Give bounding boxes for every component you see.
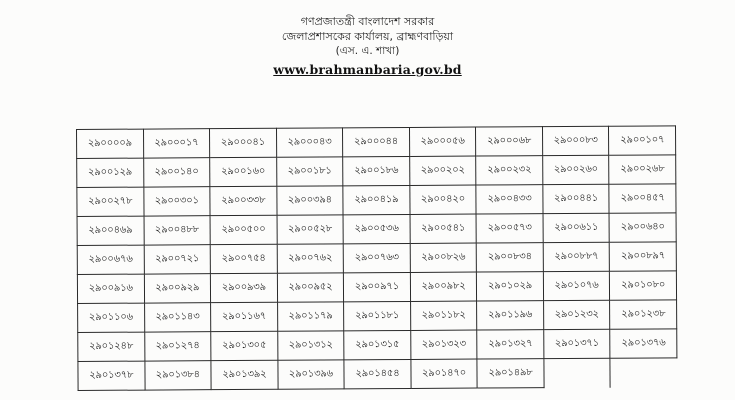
table-row	[77, 155, 676, 188]
id-cell: ২৯০১৩৯৬	[278, 360, 345, 389]
id-cell: ২৯০০৪৮৮	[144, 216, 211, 245]
id-cell: ২৯০১০২৯	[477, 272, 544, 301]
id-cell: ২৯০১৩২৩	[410, 330, 477, 359]
id-cell: ২৯০০৩৩৮	[210, 186, 277, 215]
id-cell: ২৯০১৩২৭	[477, 330, 544, 359]
id-cell: ২৯০০১২৯	[77, 158, 144, 187]
id-cell: ২৯০১১৪৩	[144, 303, 211, 332]
table-row	[77, 242, 676, 275]
id-table-container	[76, 125, 678, 391]
id-cell: ২৯০১১৬৭	[211, 302, 278, 331]
id-cell: ২৯০০০৪৪	[343, 127, 410, 156]
id-cell: ২৯০১১৮২	[410, 301, 477, 330]
id-cell: ২৯০০৪২০	[410, 185, 477, 214]
id-cell: ২৯০০০০৯	[77, 129, 144, 158]
table-row	[77, 184, 676, 217]
id-cell: ২৯০০০১৭	[143, 129, 210, 158]
id-cell: ২৯০০৮৩৪	[476, 243, 543, 272]
letterhead	[0, 14, 735, 78]
id-cell: ২৯০০৯৩৯	[210, 273, 277, 302]
id-cell: ২৯০০৯২৯	[144, 274, 211, 303]
id-cell: ২৯০০০৪১	[210, 128, 277, 157]
id-cell: ২৯০০০৬৮	[476, 127, 543, 156]
id-cell: ২৯০০২০২	[409, 156, 476, 185]
id-cell: ২৯০১২৭৪	[144, 332, 211, 361]
id-cell: ২৯০০৮৮৭	[543, 242, 610, 271]
id-cell: ২৯০১৪৭০	[411, 359, 478, 388]
section-title: (এস. এ. শাখা)	[335, 45, 400, 57]
id-cell: ২৯০০৬১১	[543, 213, 610, 242]
id-cell: ২৯০০৭২১	[144, 245, 211, 274]
id-cell: ২৯০০১৬০	[210, 157, 277, 186]
id-cell: ২৯০০৯১৬	[77, 274, 144, 303]
id-cell: ২৯০১৩৭৬	[610, 329, 677, 358]
id-cell: ২৯০১৩৭১	[544, 329, 611, 358]
id-cell: ২৯০১৩৯২	[211, 360, 278, 389]
empty-cell	[610, 358, 677, 387]
id-cell: ২৯০০৪৫৭	[609, 184, 676, 213]
id-cell: ২৯০০৪১৯	[343, 185, 410, 214]
table-row	[77, 126, 676, 159]
id-cell: ২৯০০৩৯৪	[276, 186, 343, 215]
table-row	[78, 358, 677, 391]
id-cell: ২৯০০১৪০	[143, 158, 210, 187]
id-cell: ২৯০১২৪৮	[78, 332, 145, 361]
id-cell: ২৯০০৪৪১	[543, 184, 610, 213]
id-cell: ২৯০০৭৬৩	[343, 243, 410, 272]
id-cell: ২৯০১১৭৯	[277, 302, 344, 331]
id-cell: ২৯০১০৭৬	[543, 271, 610, 300]
id-cell: ২৯০০৫০০	[210, 215, 277, 244]
office-title: জেলাপ্রশাসকের কার্যালয়, ব্রাহ্মণবাড়িয়া	[281, 30, 454, 43]
id-cell: ২৯০০১০৭	[609, 126, 676, 155]
empty-cell	[544, 358, 611, 387]
id-cell: ২৯০০৪৩৩	[476, 185, 543, 214]
id-cell: ২৯০০৫২৮	[277, 215, 344, 244]
id-cell: ২৯০১২৩৮	[610, 300, 677, 329]
id-cell: ২৯০০০৮৩	[542, 126, 609, 155]
id-cell: ২৯০০৭৬২	[277, 244, 344, 273]
id-cell: ২৯০০৭৫৪	[210, 244, 277, 273]
id-cell: ২৯০১১৯৬	[477, 301, 544, 330]
id-cell: ২৯০০০৪৩	[276, 128, 343, 157]
website-link[interactable]: www.brahmanbaria.gov.bd	[273, 62, 462, 77]
id-cell: ২৯০০৮২৬	[410, 243, 477, 272]
id-cell: ২৯০০১৮৬	[343, 156, 410, 185]
id-cell: ২৯০১১৮১	[344, 301, 411, 330]
id-cell: ২৯০০২৬৮	[609, 155, 676, 184]
id-cell: ২৯০১৩৮৪	[144, 361, 211, 390]
id-cell: ২৯০১৩০৫	[211, 331, 278, 360]
id-cell: ২৯০০৯৮২	[410, 272, 477, 301]
table-row	[77, 213, 676, 246]
id-cell: ২৯০১২৩২	[543, 300, 610, 329]
id-cell: ২৯০০৫৩৬	[343, 214, 410, 243]
id-cell: ২৯০০৮৯৭	[610, 242, 677, 271]
id-cell: ২৯০০২৩২	[476, 156, 543, 185]
id-cell: ২৯০০২৭৮	[77, 187, 144, 216]
table-row	[78, 329, 677, 362]
id-cell: ২৯০১৩১২	[277, 331, 344, 360]
id-cell: ২৯০১৩১৫	[344, 330, 411, 359]
id-cell: ২৯০০৯৭১	[344, 272, 411, 301]
id-cell: ২৯০০৫৭৩	[476, 214, 543, 243]
id-cell: ২৯০০২৬০	[542, 155, 609, 184]
id-cell: ২৯০০৩০১	[143, 187, 210, 216]
id-cell: ২৯০১০৮০	[610, 271, 677, 300]
id-cell: ২৯০১৪৯৮	[477, 359, 544, 388]
government-title: গণপ্রজাতন্ত্রী বাংলাদেশ সরকার	[300, 15, 435, 28]
id-cell: ২৯০০৬৭৬	[77, 245, 144, 274]
id-number-table	[76, 125, 678, 391]
id-cell: ২৯০০৯৫২	[277, 273, 344, 302]
id-cell: ২৯০০৫৪১	[410, 214, 477, 243]
id-cell: ২৯০০১৮১	[276, 157, 343, 186]
table-row	[77, 271, 676, 304]
id-cell: ২৯০০৪৬৯	[77, 216, 144, 245]
id-cell: ২৯০০০৫৬	[409, 127, 476, 156]
id-cell: ২৯০১৩৭৮	[78, 361, 145, 390]
table-row	[78, 300, 677, 333]
id-cell: ২৯০০৬৪০	[609, 213, 676, 242]
id-cell: ২৯০১৪৫৪	[344, 359, 411, 388]
id-cell: ২৯০১১০৬	[78, 303, 145, 332]
